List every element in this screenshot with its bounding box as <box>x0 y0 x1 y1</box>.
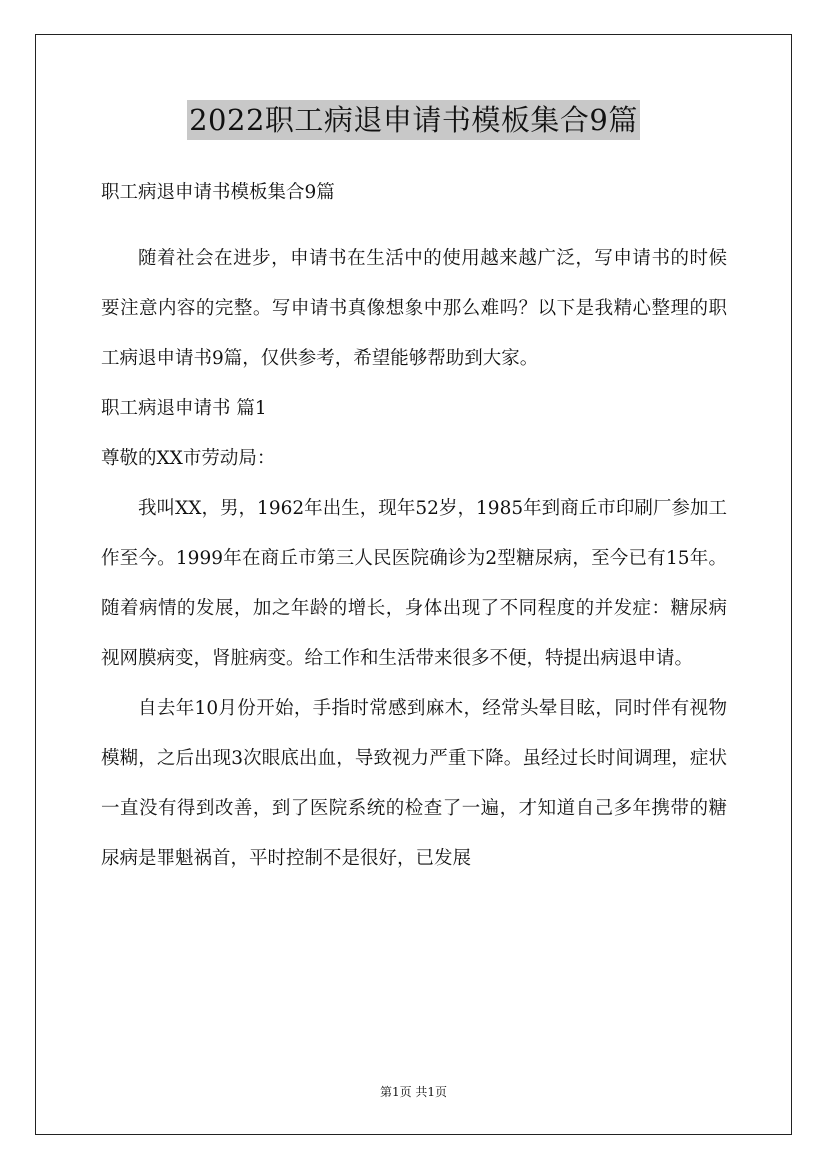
document-body <box>101 178 727 884</box>
body-paragraph-2: 自去年10月份开始，手指时常感到麻木，经常头晕目眩，同时伴有视物模糊，之后出现3次眼底出血，导致视力严重下降。虽经过长时间调理，症状一直没有得到改善，到了医院系统的检查了一遍，才知道自己多年携带的糖尿病是罪魁祸首，平时控制不是很好，已发展 <box>101 698 727 869</box>
page-footer: 第1页 共1页 <box>379 1085 448 1099</box>
title-container <box>0 100 827 140</box>
document-subtitle: 职工病退申请书模板集合9篇 <box>101 182 335 203</box>
intro-paragraph: 随着社会在进步，申请书在生活中的使用越来越广泛，写申请书的时候要注意内容的完整。写申请书真像想象中那么难吗？以下是我精心整理的职工病退申请书9篇，仅供参考，希望能够帮助到大家。 <box>101 248 727 369</box>
body-paragraph-1: 我叫XX，男，1962年出生，现年52岁，1985年到商丘市印刷厂参加工作至今。1999年在商丘市第三人民医院确诊为2型糖尿病，至今已有15年。随着病情的发展，加之年龄的增长，身体出现了不同程度的并发症：糖尿病视网膜病变，肾脏病变。给工作和生活带来很多不便，特提出病退申请。 <box>101 498 727 669</box>
salutation: 尊敬的XX市劳动局： <box>101 448 276 469</box>
document-title: 2022职工病退申请书模板集合9篇 <box>187 100 640 140</box>
section-heading: 职工病退申请书 篇1 <box>101 398 267 419</box>
